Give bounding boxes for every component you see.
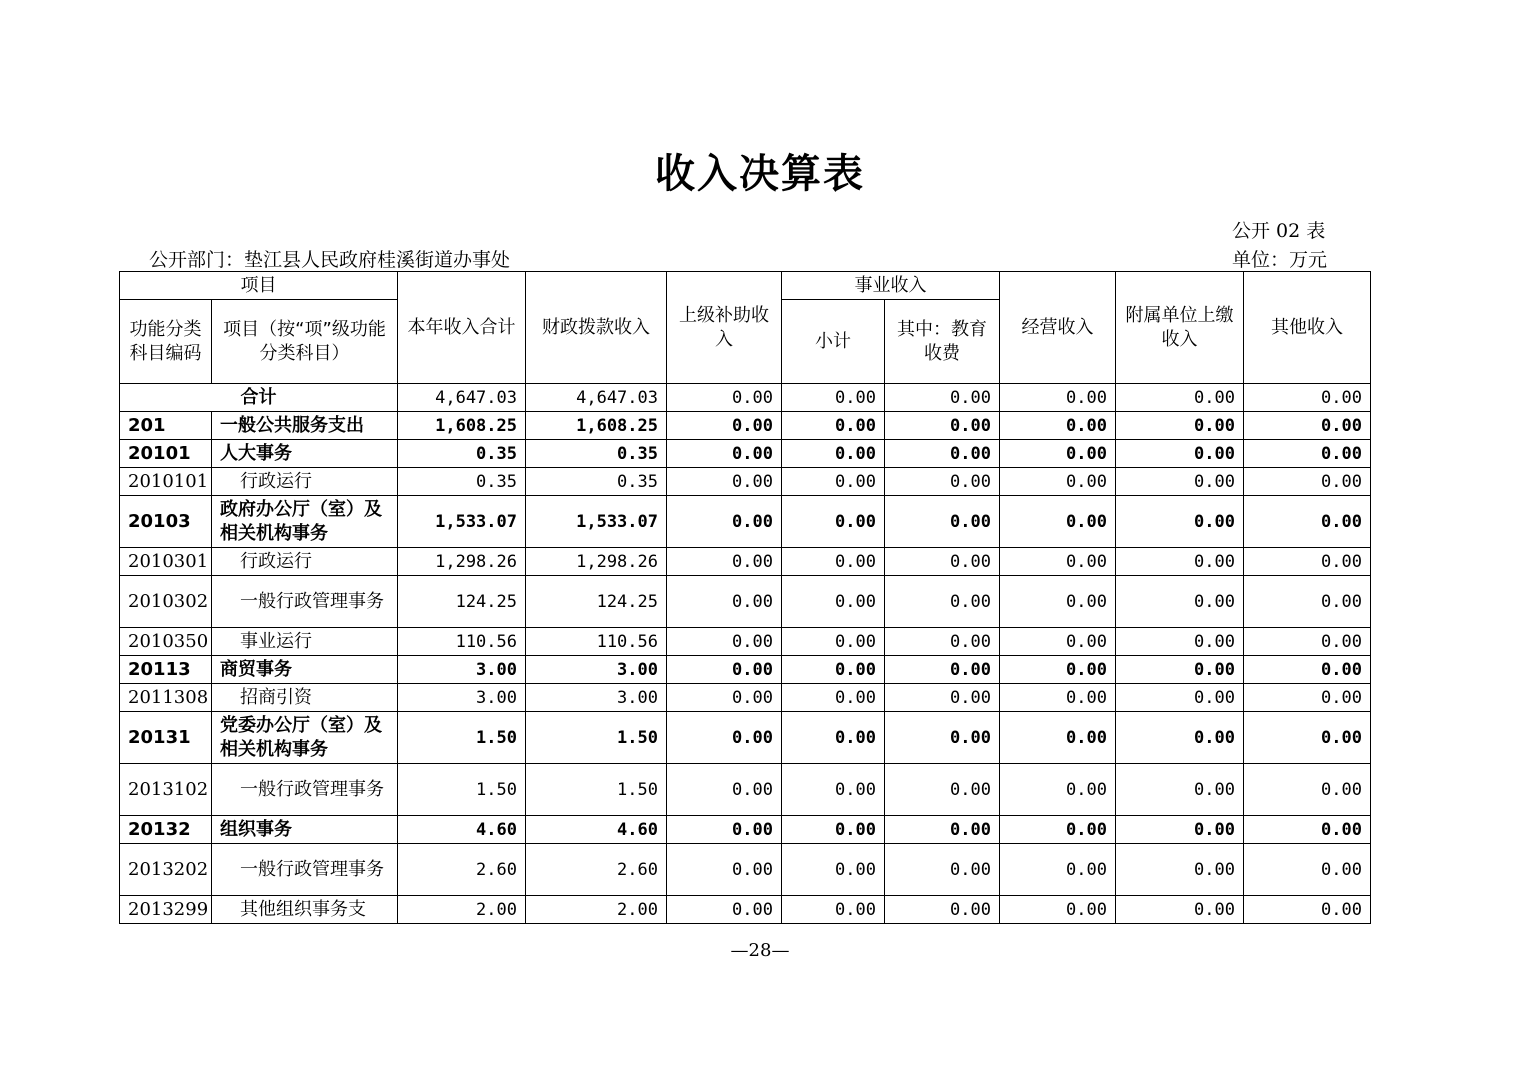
amount-cell: 0.00 — [1000, 496, 1116, 548]
amount-cell: 0.00 — [782, 576, 885, 628]
amount-cell: 0.00 — [1116, 844, 1244, 896]
total-row — [120, 384, 1371, 412]
amount-cell: 1.50 — [398, 764, 526, 816]
amount-cell: 0.00 — [1244, 412, 1371, 440]
table-row — [120, 764, 1371, 816]
amount-cell: 0.00 — [1000, 548, 1116, 576]
header-edu: 其中：教育收费 — [885, 300, 1000, 384]
subject-code: 2013102 — [120, 764, 212, 816]
header-total-income: 本年收入合计 — [398, 272, 526, 384]
amount-cell: 0.00 — [782, 412, 885, 440]
amount-cell: 0.00 — [667, 576, 782, 628]
amount-cell: 0.00 — [1244, 896, 1371, 924]
amount-cell: 0.00 — [1244, 628, 1371, 656]
table-row — [120, 496, 1371, 548]
subject-code: 2010350 — [120, 628, 212, 656]
total-value: 0.00 — [667, 384, 782, 412]
amount-cell: 1,608.25 — [398, 412, 526, 440]
amount-cell: 0.35 — [526, 468, 667, 496]
amount-cell: 0.00 — [1000, 764, 1116, 816]
amount-cell: 0.00 — [1116, 764, 1244, 816]
amount-cell: 124.25 — [398, 576, 526, 628]
table-row — [120, 896, 1371, 924]
amount-cell: 0.00 — [1116, 576, 1244, 628]
table-row — [120, 816, 1371, 844]
amount-cell: 0.00 — [1000, 628, 1116, 656]
amount-cell: 0.00 — [1244, 764, 1371, 816]
total-value: 4,647.03 — [398, 384, 526, 412]
subject-code: 20131 — [120, 712, 212, 764]
amount-cell: 0.35 — [526, 440, 667, 468]
subject-code: 20103 — [120, 496, 212, 548]
amount-cell: 3.00 — [526, 684, 667, 712]
subject-name: 招商引资 — [212, 684, 398, 712]
table-row — [120, 844, 1371, 896]
amount-cell: 0.00 — [885, 440, 1000, 468]
subject-code: 20132 — [120, 816, 212, 844]
amount-cell: 0.00 — [885, 712, 1000, 764]
total-value: 4,647.03 — [526, 384, 667, 412]
amount-cell: 0.00 — [1244, 684, 1371, 712]
amount-cell: 0.00 — [1116, 712, 1244, 764]
amount-cell: 1,298.26 — [526, 548, 667, 576]
header-project: 项目 — [120, 272, 398, 300]
amount-cell: 0.00 — [1116, 816, 1244, 844]
amount-cell: 2.00 — [526, 896, 667, 924]
total-label: 合计 — [120, 384, 398, 412]
amount-cell: 0.00 — [667, 896, 782, 924]
amount-cell: 0.00 — [782, 656, 885, 684]
amount-cell: 0.00 — [1244, 496, 1371, 548]
amount-cell: 0.00 — [1116, 896, 1244, 924]
amount-cell: 0.00 — [1000, 816, 1116, 844]
table-row — [120, 684, 1371, 712]
amount-cell: 0.00 — [885, 412, 1000, 440]
amount-cell: 0.00 — [1000, 656, 1116, 684]
subject-name: 商贸事务 — [212, 656, 398, 684]
amount-cell: 2.60 — [398, 844, 526, 896]
subject-name: 一般公共服务支出 — [212, 412, 398, 440]
amount-cell: 0.00 — [667, 684, 782, 712]
amount-cell: 0.00 — [885, 764, 1000, 816]
amount-cell: 0.00 — [1116, 548, 1244, 576]
total-value: 0.00 — [1000, 384, 1116, 412]
amount-cell: 0.00 — [1000, 576, 1116, 628]
amount-cell: 0.00 — [1116, 628, 1244, 656]
amount-cell: 0.00 — [1000, 896, 1116, 924]
amount-cell: 0.00 — [1244, 816, 1371, 844]
header-affiliated: 附属单位上缴收入 — [1116, 272, 1244, 384]
amount-cell: 0.00 — [1116, 496, 1244, 548]
amount-cell: 0.00 — [667, 412, 782, 440]
amount-cell: 0.00 — [782, 628, 885, 656]
total-value: 0.00 — [782, 384, 885, 412]
amount-cell: 0.00 — [782, 816, 885, 844]
amount-cell: 0.00 — [1244, 656, 1371, 684]
subject-name: 一般行政管理事务 — [212, 844, 398, 896]
subject-code: 2010101 — [120, 468, 212, 496]
amount-cell: 0.00 — [667, 628, 782, 656]
page-title: 收入决算表 — [655, 151, 865, 197]
amount-cell: 0.00 — [782, 764, 885, 816]
header-fiscal: 财政拨款收入 — [526, 272, 667, 384]
amount-cell: 0.00 — [885, 468, 1000, 496]
amount-cell: 0.00 — [1000, 412, 1116, 440]
amount-cell: 0.00 — [885, 844, 1000, 896]
table-row — [120, 440, 1371, 468]
amount-cell: 0.00 — [782, 468, 885, 496]
amount-cell: 0.00 — [1116, 440, 1244, 468]
header-name: 项目（按“项”级功能分类科目） — [212, 300, 398, 384]
amount-cell: 0.35 — [398, 440, 526, 468]
header-superior: 上级补助收入 — [667, 272, 782, 384]
header-operating: 经营收入 — [1000, 272, 1116, 384]
amount-cell: 0.00 — [885, 684, 1000, 712]
amount-cell: 0.00 — [885, 896, 1000, 924]
amount-cell: 3.00 — [526, 656, 667, 684]
table-row — [120, 548, 1371, 576]
table-row — [120, 412, 1371, 440]
subject-name: 组织事务 — [212, 816, 398, 844]
amount-cell: 0.00 — [782, 712, 885, 764]
subject-name: 行政运行 — [212, 468, 398, 496]
subject-name: 人大事务 — [212, 440, 398, 468]
amount-cell: 2.00 — [398, 896, 526, 924]
subject-name: 党委办公厅（室）及相关机构事务 — [212, 712, 398, 764]
table-row — [120, 712, 1371, 764]
amount-cell: 0.00 — [1116, 684, 1244, 712]
amount-cell: 4.60 — [398, 816, 526, 844]
amount-cell: 0.00 — [782, 844, 885, 896]
amount-cell: 3.00 — [398, 656, 526, 684]
amount-cell: 1,608.25 — [526, 412, 667, 440]
table-row — [120, 576, 1371, 628]
table-body — [120, 384, 1371, 924]
amount-cell: 0.00 — [1244, 844, 1371, 896]
amount-cell: 0.00 — [667, 816, 782, 844]
income-table — [119, 271, 1371, 924]
total-value: 0.00 — [1244, 384, 1371, 412]
amount-cell: 124.25 — [526, 576, 667, 628]
amount-cell: 0.00 — [667, 844, 782, 896]
total-value: 0.00 — [885, 384, 1000, 412]
amount-cell: 2.60 — [526, 844, 667, 896]
amount-cell: 1,533.07 — [526, 496, 667, 548]
amount-cell: 0.00 — [885, 628, 1000, 656]
total-value: 0.00 — [1116, 384, 1244, 412]
table-row — [120, 628, 1371, 656]
header-other: 其他收入 — [1244, 272, 1371, 384]
amount-cell: 0.00 — [667, 496, 782, 548]
subject-code: 20101 — [120, 440, 212, 468]
amount-cell: 4.60 — [526, 816, 667, 844]
amount-cell: 1.50 — [398, 712, 526, 764]
amount-cell: 0.00 — [1244, 712, 1371, 764]
form-number: 公开 02 表 — [1232, 220, 1326, 242]
amount-cell: 0.00 — [885, 576, 1000, 628]
page-number: —28— — [730, 940, 790, 961]
amount-cell: 0.35 — [398, 468, 526, 496]
subject-code: 20113 — [120, 656, 212, 684]
subject-name: 一般行政管理事务 — [212, 764, 398, 816]
amount-cell: 0.00 — [667, 712, 782, 764]
header-subtotal: 小计 — [782, 300, 885, 384]
amount-cell: 110.56 — [526, 628, 667, 656]
table-row — [120, 656, 1371, 684]
subject-name: 其他组织事务支 — [212, 896, 398, 924]
amount-cell: 0.00 — [1000, 712, 1116, 764]
subject-code: 2011308 — [120, 684, 212, 712]
amount-cell: 0.00 — [1000, 844, 1116, 896]
amount-cell: 0.00 — [667, 548, 782, 576]
amount-cell: 0.00 — [782, 684, 885, 712]
subject-code: 2013299 — [120, 896, 212, 924]
amount-cell: 0.00 — [782, 548, 885, 576]
department-label: 公开部门：垫江县人民政府桂溪街道办事处 — [149, 249, 511, 271]
amount-cell: 0.00 — [885, 496, 1000, 548]
amount-cell: 0.00 — [1116, 468, 1244, 496]
amount-cell: 0.00 — [1000, 684, 1116, 712]
amount-cell: 0.00 — [885, 548, 1000, 576]
amount-cell: 0.00 — [782, 440, 885, 468]
amount-cell: 0.00 — [885, 656, 1000, 684]
amount-cell: 1.50 — [526, 764, 667, 816]
amount-cell: 0.00 — [667, 440, 782, 468]
header-code: 功能分类科目编码 — [120, 300, 212, 384]
unit-label: 单位：万元 — [1232, 249, 1328, 271]
amount-cell: 0.00 — [667, 468, 782, 496]
amount-cell: 0.00 — [667, 656, 782, 684]
table-row — [120, 468, 1371, 496]
amount-cell: 3.00 — [398, 684, 526, 712]
amount-cell: 110.56 — [398, 628, 526, 656]
subject-code: 2010301 — [120, 548, 212, 576]
amount-cell: 0.00 — [1244, 548, 1371, 576]
subject-code: 2013202 — [120, 844, 212, 896]
amount-cell: 0.00 — [782, 896, 885, 924]
amount-cell: 0.00 — [1244, 440, 1371, 468]
subject-code: 2010302 — [120, 576, 212, 628]
subject-name: 政府办公厅（室）及相关机构事务 — [212, 496, 398, 548]
header-business: 事业收入 — [782, 272, 1000, 300]
amount-cell: 0.00 — [1000, 440, 1116, 468]
amount-cell: 0.00 — [1116, 656, 1244, 684]
amount-cell: 0.00 — [1000, 468, 1116, 496]
amount-cell: 1.50 — [526, 712, 667, 764]
amount-cell: 0.00 — [885, 816, 1000, 844]
amount-cell: 0.00 — [1244, 576, 1371, 628]
subject-name: 事业运行 — [212, 628, 398, 656]
subject-name: 行政运行 — [212, 548, 398, 576]
subject-code: 201 — [120, 412, 212, 440]
amount-cell: 0.00 — [1116, 412, 1244, 440]
amount-cell: 1,298.26 — [398, 548, 526, 576]
table-header — [120, 272, 1371, 384]
subject-name: 一般行政管理事务 — [212, 576, 398, 628]
amount-cell: 0.00 — [782, 496, 885, 548]
amount-cell: 0.00 — [1244, 468, 1371, 496]
amount-cell: 0.00 — [667, 764, 782, 816]
amount-cell: 1,533.07 — [398, 496, 526, 548]
